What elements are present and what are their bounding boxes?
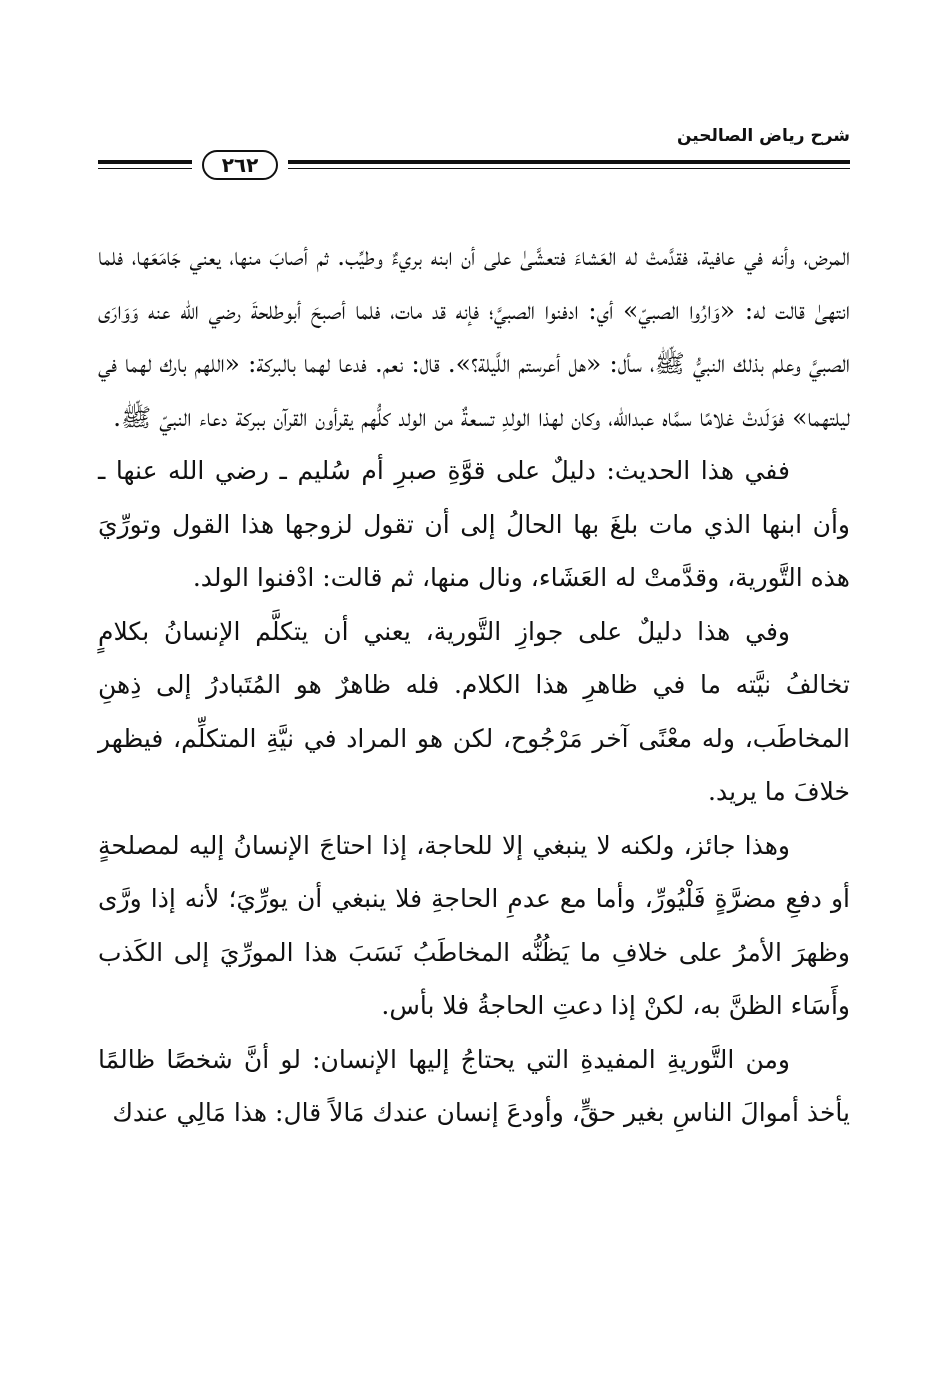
page-header — [98, 118, 850, 188]
page-body — [98, 230, 850, 1140]
book-title: شرح رياض الصالحين — [676, 126, 850, 146]
paragraph-2: ففي هذا الحديث: دليلٌ على قوَّةِ صبرِ أم سُليم ـ رضي الله عنها ـ وأن ابنها الذي مات بلغَ بها الحالُ إلى أن تقول لزوجها هذا القول وتورِّيَ هذه التَّورية، وقدَّمتْ له العَشَاء، ونال منها، ثم قالت: ادْفنوا الولد. — [98, 456, 850, 592]
paragraph-4: وهذا جائز، ولكنه لا ينبغي إلا للحاجة، إذا احتاجَ الإنسانُ إليه لمصلحةٍ أو دفعِ مضرَّةٍ فَلْيُورِّ، وأما مع عدمِ الحاجةِ فلا ينبغي أن يورِّيَ؛ لأنه إذا ورَّى وظهرَ الأمرُ على خلافِ ما يَظُنُّه المخاطَبُ نَسَبَ هذا المورِّيَ إلى الكَذب وأَسَاء الظنَّ به، لكنْ إذا دعتِ الحاجةُ فلا بأس. — [98, 830, 850, 1020]
page-number: ٢٦٢ — [202, 150, 278, 180]
paragraph-3: وفي هذا دليلٌ على جوازِ التَّورية، يعني أن يتكلَّم الإنسانُ بكلامٍ تخالفُ نيَّته ما في ظاهرِ هذا الكلام. فله ظاهرٌ هو المُتَبادرُ إلى ذِهنِ المخاطَب، وله معْنًى آخر مَرْجُوح، لكن هو المراد في نيَّةِ المتكلِّم، فيظهر خلافَ ما يريد. — [98, 616, 850, 806]
page-number-frame — [192, 148, 288, 184]
paragraph-5: ومن التَّوريةِ المفيدةِ التي يحتاجُ إليها الإنسان: لو أنَّ شخصًا ظالمًا يأخذ أموالَ الناسِ بغير حقٍّ، وأودعَ إنسان عندك مَالاً قال: هذا مَالِي عندك — [98, 1044, 850, 1127]
paragraph-1: المرض، وأنه في عافية، فقدَّمتْ له العَشاءَ فتعشَّىٰ على أن ابنه بريءٌ وطيِّب. ثم أصابَ منها، يعني جَامَعَها، فلما انتهىٰ قالت له: «وَارُوا الصبيّ» أي: ادفنوا الصبيَّ؛ فإنه قد مات، فلما أصبحَ أبوطلحةَ رضي الله عنه وَوَارَى الصبيَّ وعلم بذلك النبيُّ ﷺ، سأل: «هل أعرستم اللَّيلة؟». قال: نعم. فدعا لهما بالبركة: «اللهم بارك لهما في ليلتهما» فوَلَدتْ غلامًا سمَّاه عبدالله، وكان لهذا الولدِ تسعةٌ من الولد كلُّهم يقرأون القرآن ببركة دعاء النبيّ ﷺ. — [98, 242, 850, 432]
